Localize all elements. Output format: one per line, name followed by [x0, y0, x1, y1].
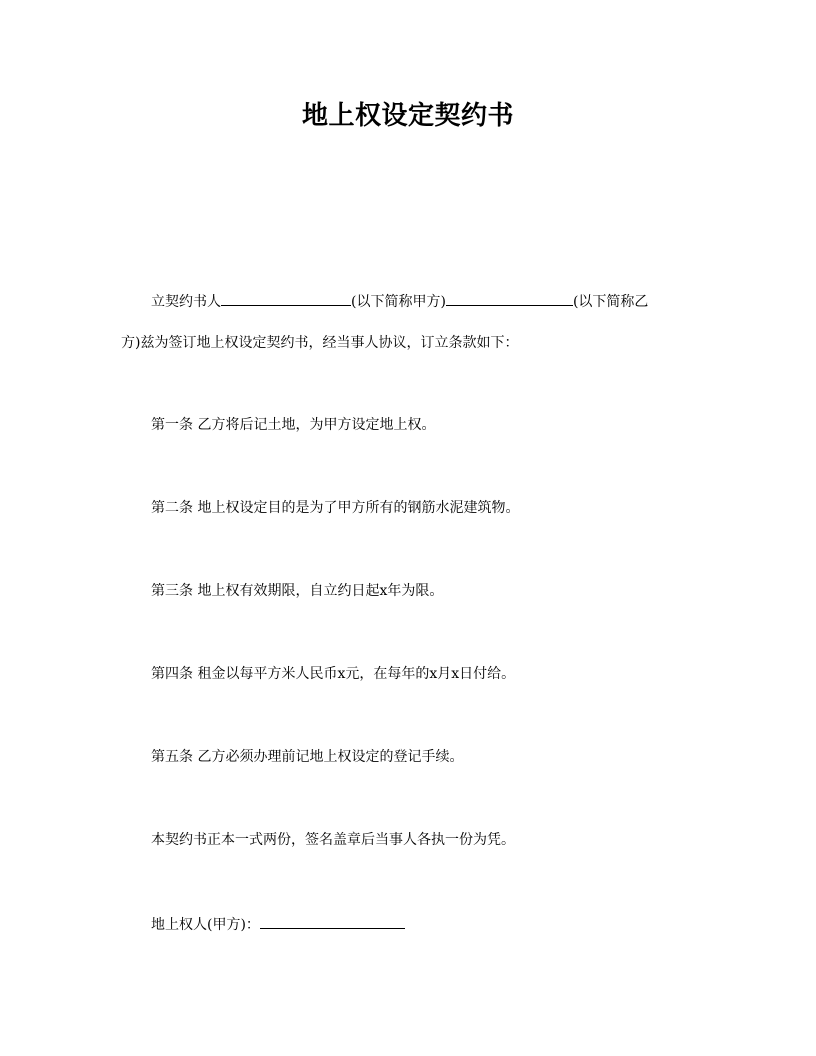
party-a-name-blank[interactable]	[221, 290, 351, 306]
article-2: 第二条 地上权设定目的是为了甲方所有的钢筋水泥建筑物。	[151, 500, 520, 516]
intro-party-b-note: (以下简称乙	[572, 294, 649, 310]
intro-prefix: 立契约书人	[151, 294, 221, 310]
intro-party-a-note: (以下简称甲方)	[351, 294, 446, 310]
party-a-signature-label: 地上权人(甲方)：	[151, 917, 260, 933]
article-5: 第五条 乙方必须办理前记地上权设定的登记手续。	[151, 749, 464, 765]
party-b-name-blank[interactable]	[446, 290, 573, 306]
article-1: 第一条 乙方将后记土地，为甲方设定地上权。	[151, 417, 436, 433]
intro-line-1	[151, 290, 648, 312]
signature-party-a	[151, 913, 405, 935]
article-3: 第三条 地上权有效期限，自立约日起x年为限。	[151, 583, 444, 599]
document-title: 地上权设定契约书	[301, 101, 514, 131]
intro-line-2: 方)兹为签订地上权设定契约书，经当事人协议，订立条款如下：	[121, 335, 519, 351]
closing-clause: 本契约书正本一式两份，签名盖章后当事人各执一份为凭。	[151, 832, 515, 848]
article-4: 第四条 租金以每平方米人民币x元，在每年的x月x日付给。	[151, 666, 516, 682]
party-a-signature-blank[interactable]	[260, 913, 405, 929]
